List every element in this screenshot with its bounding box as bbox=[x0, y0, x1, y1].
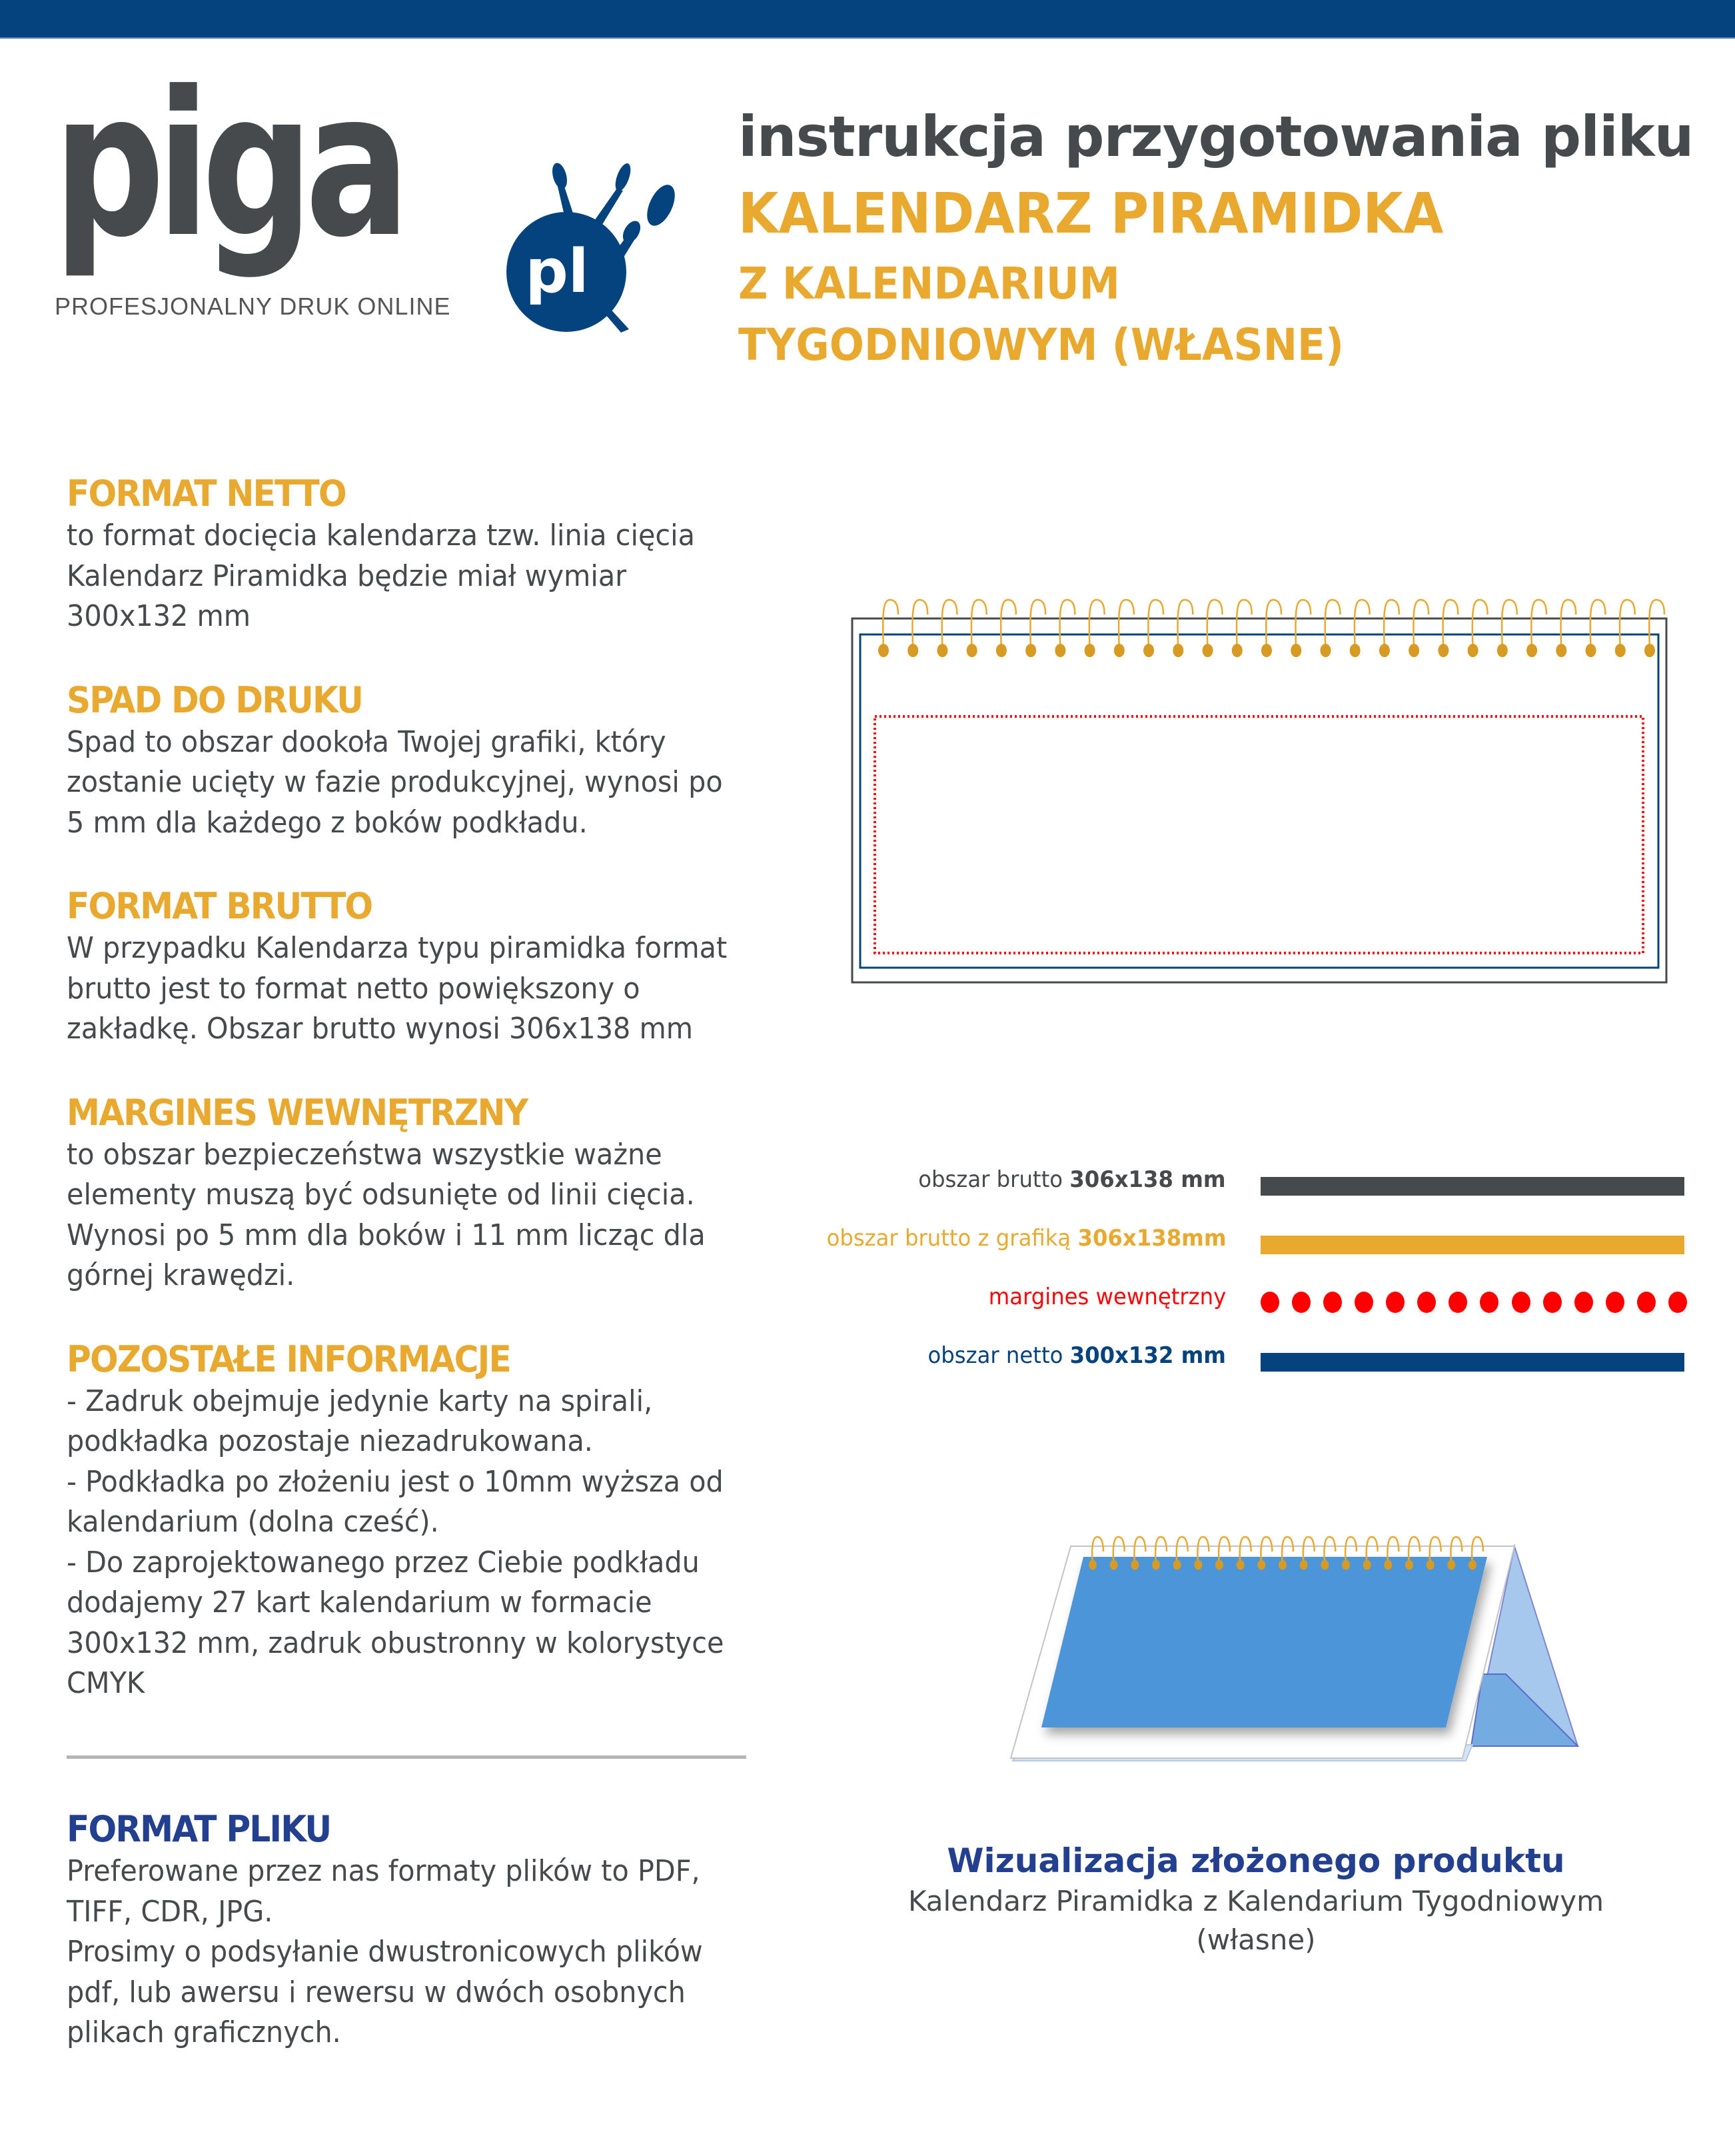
section-5 bbox=[67, 1338, 766, 1704]
section-heading: MARGINES WEWNĘTRZNY bbox=[67, 1091, 528, 1134]
legend-dot bbox=[1292, 1292, 1311, 1313]
info-sections bbox=[67, 472, 766, 1745]
logo bbox=[53, 49, 653, 325]
legend-dot bbox=[1323, 1292, 1342, 1313]
section-line: Preferowane przez nas formaty plików to PDF, bbox=[67, 1854, 700, 1888]
calendar-flat-diagram bbox=[846, 586, 1672, 986]
logo-tagline: PROFESJONALNY DRUK ONLINE bbox=[55, 293, 451, 320]
section-line: W przypadku Kalendarza typu piramidka format bbox=[67, 931, 728, 965]
legend-dot bbox=[1637, 1292, 1656, 1313]
product-subtitle-2: TYGODNIOWYM (WŁASNE) bbox=[738, 319, 1345, 371]
legend-dot bbox=[1261, 1292, 1279, 1313]
legend-label: obszar brutto z grafiką 306x138mm bbox=[826, 1225, 1226, 1252]
legend-dot bbox=[1417, 1292, 1436, 1313]
legend-dot bbox=[1355, 1292, 1373, 1313]
section-line: zakładkę. Obszar brutto wynosi 306x138 mm bbox=[67, 1012, 694, 1046]
section-heading: POZOSTAŁE INFORMACJE bbox=[67, 1338, 510, 1380]
legend-dot bbox=[1574, 1292, 1593, 1313]
section-heading: FORMAT PLIKU bbox=[67, 1808, 331, 1850]
product-title: KALENDARZ PIRAMIDKA bbox=[738, 181, 1444, 246]
legend-row-brutto-graphic bbox=[760, 1218, 1692, 1277]
calendar-card bbox=[1041, 1557, 1487, 1727]
legend-swatch-brutto-graphic bbox=[1261, 1236, 1684, 1254]
section-line: 5 mm dla każdego z boków podkładu. bbox=[67, 805, 588, 840]
legend-dot bbox=[1480, 1292, 1498, 1313]
doc-title: instrukcja przygotowania pliku bbox=[738, 104, 1694, 169]
section-line: zostanie ucięty w fazie produkcyjnej, wynosi po bbox=[67, 765, 723, 799]
legend-swatch-brutto bbox=[1261, 1177, 1684, 1196]
folded-product-illustration bbox=[986, 1520, 1586, 1786]
section-line: elementy muszą być odsunięte od linii cięcia. bbox=[67, 1178, 695, 1212]
section-line: 300x132 mm, zadruk obustronny w kolorystyce bbox=[67, 1625, 724, 1660]
section-3 bbox=[67, 884, 766, 1050]
section-line: Prosimy o podsyłanie dwustronicowych plików bbox=[67, 1935, 703, 1969]
section-2 bbox=[67, 678, 766, 844]
section-line: - Podkładka po złożeniu jest o 10mm wyższa od bbox=[67, 1464, 724, 1499]
legend-dot bbox=[1386, 1292, 1405, 1313]
caption-title: Wizualizacja złożonego produktu bbox=[947, 1841, 1565, 1880]
section-line: Kalendarz Piramidka będzie miał wymiar bbox=[67, 558, 627, 593]
section-divider bbox=[67, 1755, 746, 1759]
legend-swatch-netto bbox=[1261, 1353, 1684, 1372]
logo-wordmark: piga bbox=[53, 49, 402, 281]
section-line: - Zadruk obejmuje jedynie karty na spirali, bbox=[67, 1384, 653, 1418]
legend-dot bbox=[1512, 1292, 1530, 1313]
top-bar bbox=[0, 0, 1735, 39]
caption-subtitle-2: (własne) bbox=[1196, 1923, 1316, 1956]
section-line: TIFF, CDR, JPG. bbox=[67, 1894, 273, 1929]
section-line: Spad to obszar dookoła Twojej grafiki, który bbox=[67, 724, 666, 759]
legend-label: margines wewnętrzny bbox=[988, 1284, 1226, 1310]
product-caption bbox=[853, 1839, 1659, 1959]
legend-swatch-margin bbox=[1261, 1292, 1687, 1314]
section-line: pdf, lub awersu i rewersu w dwóch osobnych bbox=[67, 1975, 686, 2009]
legend-label: obszar netto 300x132 mm bbox=[927, 1342, 1226, 1369]
section-heading: FORMAT NETTO bbox=[67, 473, 346, 515]
legend-row-netto bbox=[760, 1336, 1692, 1394]
legend-row-brutto bbox=[760, 1160, 1692, 1218]
section-heading: FORMAT BRUTTO bbox=[67, 885, 372, 927]
section-file-format bbox=[67, 1807, 766, 2053]
legend-row-margin bbox=[760, 1277, 1692, 1336]
section-line: plikach graficznych. bbox=[67, 2015, 341, 2049]
legend-dot bbox=[1606, 1292, 1624, 1313]
section-line: 300x132 mm bbox=[67, 599, 251, 633]
brutto-outline bbox=[852, 618, 1666, 982]
legend-dot bbox=[1543, 1292, 1562, 1313]
section-line: górnej krawędzi. bbox=[67, 1258, 295, 1292]
section-1 bbox=[67, 472, 766, 637]
logo-badge: pl bbox=[525, 237, 589, 307]
section-line: - Do zaprojektowanego przez Ciebie podkładu bbox=[67, 1545, 700, 1580]
legend bbox=[760, 1160, 1692, 1394]
section-heading: SPAD DO DRUKU bbox=[67, 678, 363, 721]
title-block bbox=[738, 100, 1724, 376]
logo-splash-icon bbox=[486, 159, 686, 333]
caption-subtitle: Kalendarz Piramidka z Kalendarium Tygodniowym bbox=[907, 1885, 1604, 1917]
legend-dot bbox=[1668, 1292, 1687, 1313]
section-line: Wynosi po 5 mm dla boków i 11 mm licząc dla bbox=[67, 1218, 706, 1252]
section-line: brutto jest to format netto powiększony o bbox=[67, 971, 640, 1006]
section-line: kalendarium (dolna cześć). bbox=[67, 1505, 439, 1539]
section-line: CMYK bbox=[67, 1666, 145, 1700]
section-line: podkładka pozostaje niezadrukowana. bbox=[67, 1424, 593, 1458]
section-4 bbox=[67, 1091, 766, 1296]
product-subtitle-1: Z KALENDARIUM bbox=[738, 258, 1120, 309]
section-line: to obszar bezpieczeństwa wszystkie ważne bbox=[67, 1137, 662, 1172]
section-line: dodajemy 27 kart kalendarium w formacie bbox=[67, 1586, 652, 1619]
legend-label: obszar brutto 306x138 mm bbox=[918, 1166, 1226, 1193]
section-line: to format docięcia kalendarza tzw. linia cięcia bbox=[67, 519, 695, 552]
legend-dot bbox=[1448, 1292, 1467, 1313]
